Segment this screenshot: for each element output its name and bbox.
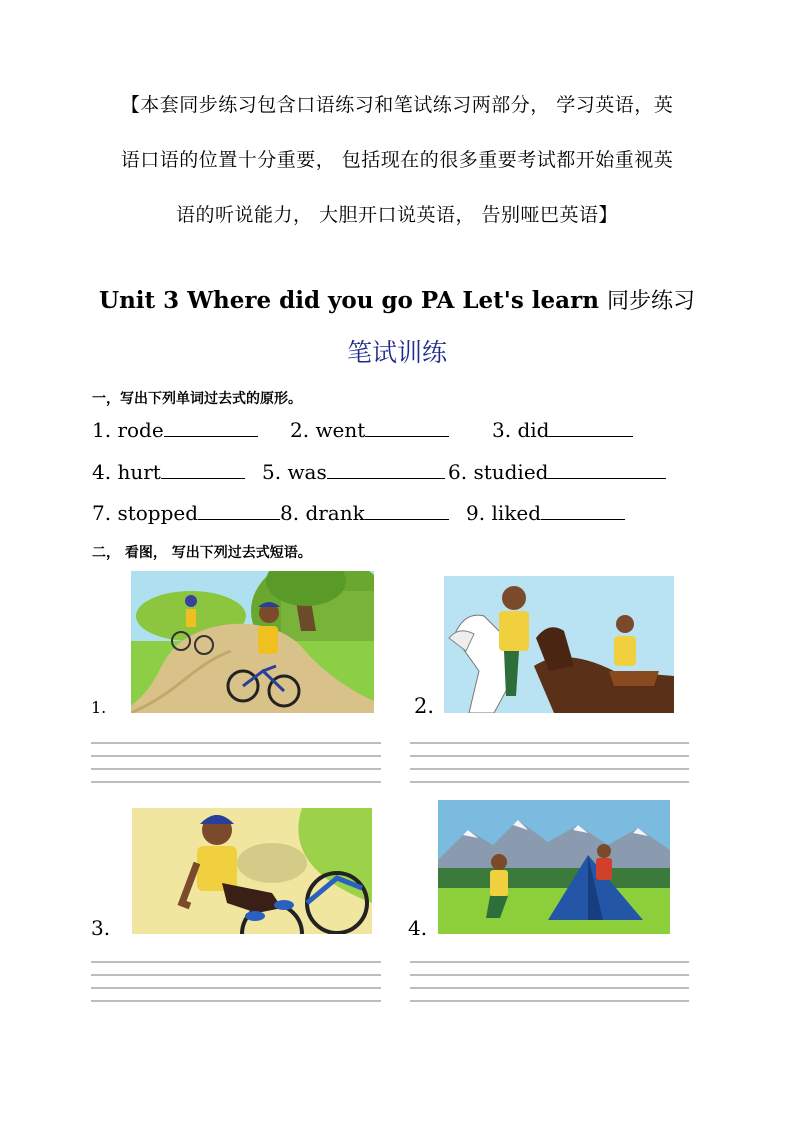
picture-number-2: 2. [414, 694, 435, 718]
exercise-item-6: 6. studied [448, 460, 666, 484]
fall-off-bike-picture [132, 808, 372, 934]
answer-blank[interactable] [161, 460, 245, 479]
answer-blank[interactable] [365, 501, 449, 520]
title-english: Unit 3 Where did you go PA Let's learn [99, 287, 607, 314]
answer-blank[interactable] [164, 418, 258, 437]
exercise-item-8: 8. drank [280, 501, 449, 525]
exercise-item-3: 3. did [492, 418, 633, 442]
answer-lines-4[interactable] [410, 961, 689, 1013]
cycling-picture [131, 571, 374, 713]
answer-lines-3[interactable] [91, 961, 381, 1013]
exercise-item-9: 9. liked [466, 501, 625, 525]
intro-line-3: 语的听说能力， 大胆开口说英语， 告别哑巴英语】 [175, 204, 619, 226]
section-1-heading: 一，写出下列单词过去式的原形。 [92, 391, 302, 407]
exercise-item-5: 5. was [262, 460, 445, 484]
horse-riding-picture [444, 576, 674, 713]
picture-number-4: 4. [408, 916, 428, 940]
page-title [0, 284, 794, 315]
answer-blank[interactable] [327, 460, 445, 479]
section-2-heading: 二， 看图， 写出下列过去式短语。 [92, 545, 312, 561]
intro-paragraph [80, 78, 714, 243]
exercise-item-2: 2. went [290, 418, 449, 442]
intro-line-2: 语口语的位置十分重要， 包括现在的很多重要考试都开始重视英 [120, 149, 674, 171]
picture-number-1: 1. [91, 698, 107, 717]
camping-picture [438, 800, 670, 934]
exercise-item-7: 7. stopped [92, 501, 280, 525]
answer-blank[interactable] [548, 460, 666, 479]
picture-number-3: 3. [91, 916, 111, 940]
answer-lines-2[interactable] [410, 742, 689, 794]
title-chinese: 同步练习 [606, 289, 695, 314]
answer-blank[interactable] [198, 501, 280, 520]
answer-lines-1[interactable] [91, 742, 381, 794]
section-subtitle: 笔试训练 [346, 338, 447, 367]
answer-blank[interactable] [365, 418, 449, 437]
exercise-item-4: 4. hurt [92, 460, 245, 484]
answer-blank[interactable] [549, 418, 633, 437]
answer-blank[interactable] [541, 501, 625, 520]
intro-line-1: 【本套同步练习包含口语练习和笔试练习两部分， 学习英语，英 [120, 94, 674, 116]
exercise-item-1: 1. rode [92, 418, 258, 442]
